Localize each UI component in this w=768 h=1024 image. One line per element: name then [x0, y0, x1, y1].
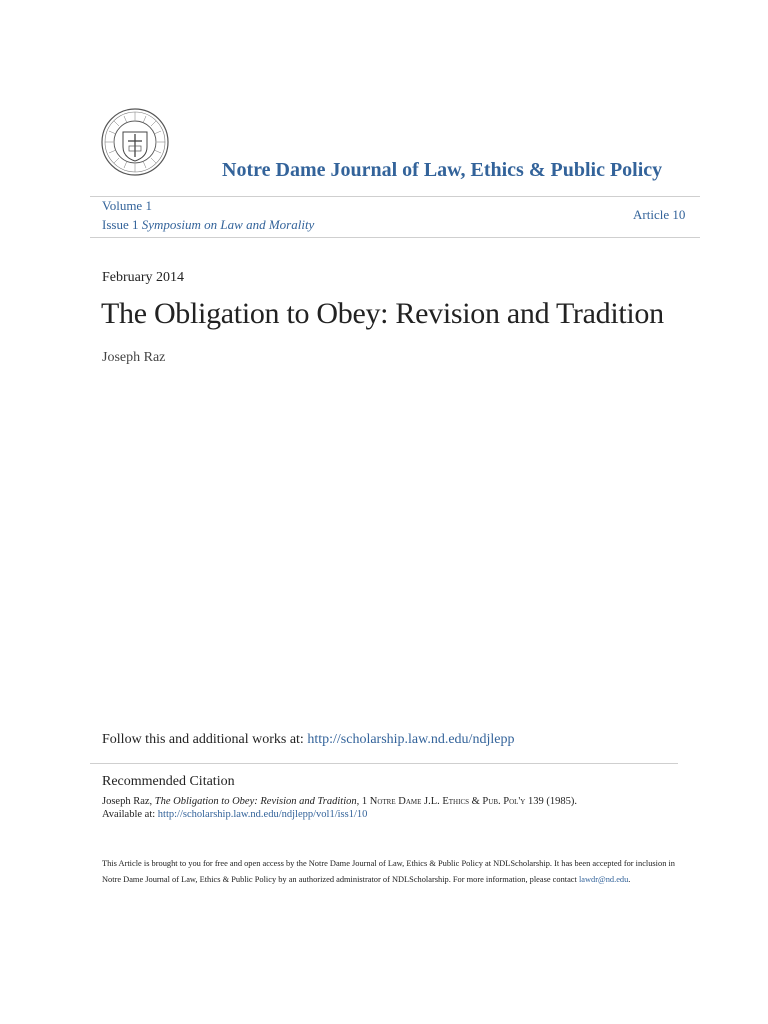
citation-volume: 1	[361, 796, 368, 807]
access-notice-text: This Article is brought to you for free and open access by the Notre Dame Journal of Law, Ethics & Public Policy at NDLScholarship. It has been accepted for inclusion in Notre Dame Journal of Law, Ethics & Public Policy by an authorized administrator of NDLScholarship. For more information, please contact	[102, 859, 675, 884]
article-author: Joseph Raz	[102, 350, 166, 365]
issue-title: Symposium on Law and Morality	[141, 217, 315, 232]
article-title: The Obligation to Obey: Revision and Tradition	[101, 297, 664, 330]
issue-link[interactable]	[102, 217, 314, 233]
follow-text: Follow this and additional works at:	[102, 732, 304, 747]
access-notice	[102, 856, 682, 888]
contact-email-link[interactable]: lawdr@nd.edu	[578, 875, 629, 884]
follow-link[interactable]: http://scholarship.law.nd.edu/ndjlepp	[307, 732, 515, 747]
publication-date: February 2014	[102, 270, 185, 285]
available-link[interactable]: http://scholarship.law.nd.edu/ndjlepp/vol1/iss1/10	[157, 809, 368, 820]
citation-author: Joseph Raz,	[102, 796, 153, 807]
citation-reporter: Notre Dame J.L. Ethics & Pub. Pol'y	[369, 796, 526, 807]
journal-title[interactable]: Notre Dame Journal of Law, Ethics & Public Policy	[222, 159, 663, 181]
follow-line	[102, 732, 514, 748]
available-at-line	[102, 809, 367, 820]
recommended-citation-heading: Recommended Citation	[102, 774, 235, 789]
header-divider-top	[90, 196, 700, 197]
citation-divider	[90, 763, 678, 764]
header-divider-bottom	[90, 237, 700, 238]
university-seal-icon	[100, 107, 170, 177]
available-label: Available at:	[102, 809, 156, 820]
issue-number: Issue 1	[102, 217, 139, 232]
article-link[interactable]: Article 10	[633, 207, 686, 222]
citation-page: 139 (1985).	[527, 796, 577, 807]
volume-link[interactable]: Volume 1	[102, 198, 152, 213]
citation-text	[102, 796, 577, 807]
access-notice-end: .	[628, 875, 631, 884]
citation-title: The Obligation to Obey: Revision and Tradition,	[154, 796, 360, 807]
